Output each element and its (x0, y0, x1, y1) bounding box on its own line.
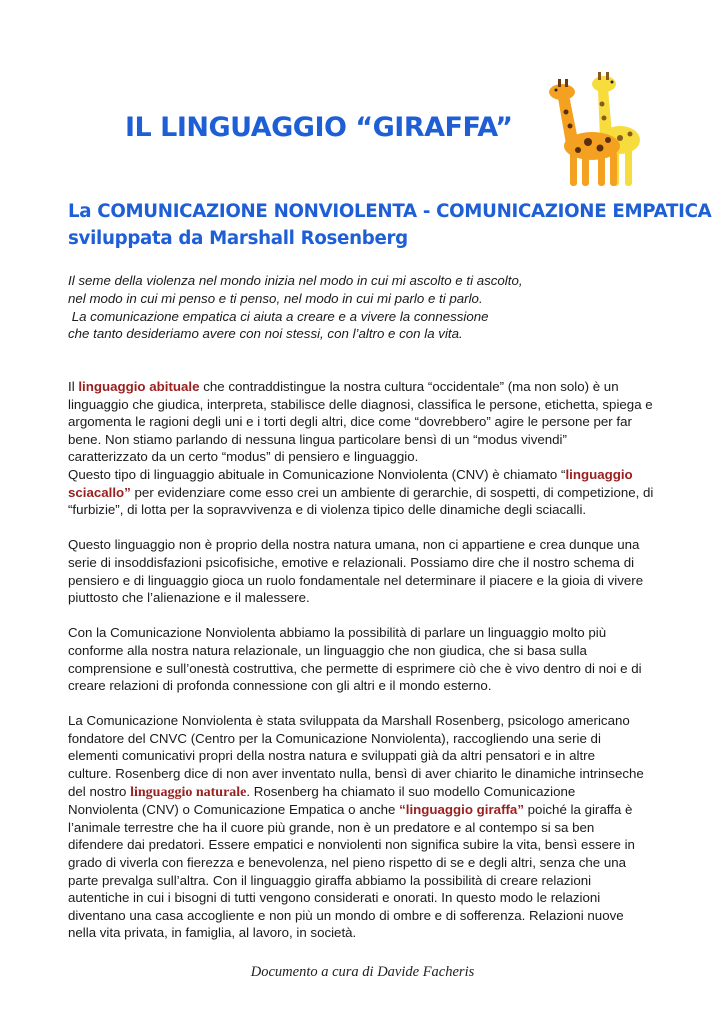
text-line: fondatore del CNVC (Centro per la Comunicazione Nonviolenta), raccogliendo una serie di (68, 730, 601, 746)
text-line: elementi comunicativi propri della nostra natura e sviluppati già da altri pensatori e in altre (68, 748, 595, 764)
text-line: pensiero e di linguaggio gioca un ruolo fondamentale nel determinare il piacere e la gioia di vivere (68, 572, 644, 588)
highlight-linguaggio-sciacallo: linguaggio (565, 466, 633, 482)
text-run: poiché la giraffa è (523, 802, 633, 818)
highlight-sciacallo: sciacallo” (68, 484, 131, 500)
highlight-linguaggio-naturale: linguaggio naturale (130, 784, 247, 800)
text-line (68, 484, 660, 502)
text-line: grado di viverla con fierezza e benevolenza, nel pieno rispetto di se e degli altri, senza che una (68, 855, 627, 871)
text-line: creare relazioni di profonda connessione con gli altri e il mondo esterno. (68, 678, 492, 694)
paragraph-3 (68, 624, 660, 694)
text-line: bene. Non stiamo parlando di nessuna lingua particolare bensì di un “modus vivendi” (68, 431, 567, 447)
text-run: per evidenziare come esso crei un ambiente di gerarchie, di sospetti, di competizione, di (130, 484, 654, 500)
text-line: comprensione e sull’onestà costruttiva, che permette di esprimere ciò che è vivo dentro di noi e di (68, 660, 642, 676)
document-title: IL LINGUAGGIO “GIRAFFA” (125, 112, 513, 143)
text-line: l’animale terrestre che ha il cuore più grande, non è un predatore e al contempo si sa ben (68, 819, 595, 835)
text-line: La Comunicazione Nonviolenta è stata sviluppata da Marshall Rosenberg, psicologo americano (68, 713, 630, 729)
text-line: diventano una casa accogliente e non più un mondo di ombre e di sofferenza. Relazioni nuove (68, 907, 624, 923)
text-line: autentiche in cui i bisogni di tutti vengono considerati e onorati. In questo modo le relazioni (68, 890, 601, 906)
quote-line: La comunicazione empatica ci aiuta a creare e a vivere la connessione (68, 308, 489, 324)
text-run: che contraddistingue la nostra cultura “occidentale” (ma non solo) è un (199, 379, 619, 394)
text-line: difendere dai predatori. Essere empatici e nonviolenti non significa subire la vita, bensì essere in (68, 837, 635, 853)
highlight-linguaggio-abituale: linguaggio abituale (78, 379, 200, 394)
text-line: linguaggio che giudica, interpreta, stabilisce delle diagnosi, classifica le persone, etichetta, spiega e (68, 396, 653, 412)
text-line: “furbizie”, di lotta per la sopravvivenza e di violenza tipico delle dinamiche degli sciacalli. (68, 502, 587, 518)
text-line: argomenta le ragioni degli uni e i torti degli altri, dice come “dovrebbero” agire le persone per far (68, 414, 632, 430)
subtitle-line-1: La COMUNICAZIONE NONVIOLENTA - COMUNICAZIONE EMPATICA (68, 201, 712, 222)
text-run: Nonviolenta (CNV) o Comunicazione Empatica o anche (68, 802, 400, 818)
text-line: serie di insoddisfazioni psicofisiche, emotive e relazionali. Possiamo dire che il nostro schema di (68, 554, 635, 570)
text-line (68, 378, 660, 396)
subtitle-line-2: sviluppata da Marshall Rosenberg (68, 228, 408, 249)
text-run: . Rosenberg ha chiamato il suo modello Comunicazione (246, 783, 576, 799)
paragraph-2 (68, 536, 660, 606)
giraffes-illustration (528, 68, 648, 188)
highlight-linguaggio-giraffa: “linguaggio giraffa” (399, 802, 524, 818)
text-run: Il (68, 379, 79, 394)
text-run: del nostro (68, 783, 131, 799)
body-text (68, 378, 660, 960)
text-line: culture. Rosenberg dice di non aver inventato nulla, bensì di aver chiarito le dinamiche intrinseche (68, 766, 644, 782)
text-line: Questo linguaggio non è proprio della nostra natura umana, non ci appartiene e crea dunque una (68, 537, 640, 553)
paragraph-4 (68, 712, 660, 942)
text-line (68, 466, 660, 484)
text-line: caratterizzato da un certo “modus” di pensiero e linguaggio. (68, 449, 419, 465)
subtitle (68, 198, 712, 252)
paragraph-1 (68, 378, 660, 519)
text-line (68, 783, 660, 802)
quote-line: che tanto desideriamo avere con noi stessi, con l’altro e con la vita. (68, 326, 463, 342)
footer-credit: Documento a cura di Davide Facheris (250, 964, 475, 980)
quote-line: Il seme della violenza nel mondo inizia nel modo in cui mi ascolto e ti ascolto, (68, 273, 523, 288)
text-line (68, 801, 660, 819)
text-run: Questo tipo di linguaggio abituale in Comunicazione Nonviolenta (CNV) è chiamato “ (68, 466, 566, 482)
quote-line: nel modo in cui mi penso e ti penso, nel modo in cui mi parlo e ti parlo. (68, 290, 483, 306)
text-line: Con la Comunicazione Nonviolenta abbiamo la possibilità di parlare un linguaggio molto più (68, 625, 607, 641)
text-line: conforme alla nostra natura relazionale, un linguaggio che non giudica, che si basa sulla (68, 642, 587, 658)
text-line: parte prevalga sull’altra. Con il linguaggio giraffa abbiamo la possibilità di creare relazioni (68, 872, 592, 888)
text-line: nella vita privata, in famiglia, al lavoro, in società. (68, 925, 357, 941)
text-line: piuttosto che l’alienazione e il malessere. (68, 590, 310, 606)
epigraph-quote (68, 272, 678, 343)
